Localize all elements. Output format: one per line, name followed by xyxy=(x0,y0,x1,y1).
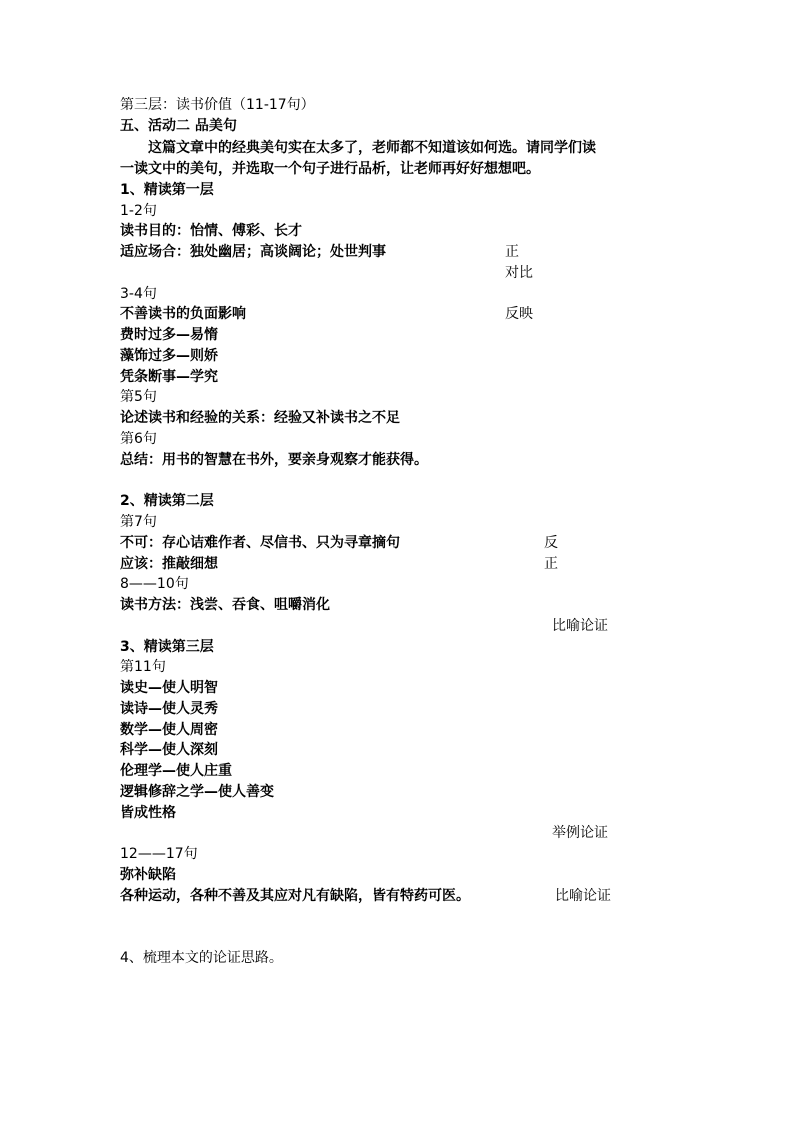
section3-range-2: 12——17句 xyxy=(120,846,198,862)
intro-line-1: 这篇文章中的经典美句实在太多了，老师都不知道该如何选。请同学们读 xyxy=(148,140,596,156)
intro-line-2: 一读文中的美句，并选取一个句子进行品析，让老师再好好想想吧。 xyxy=(120,161,540,177)
section1-range-3: 第5句 xyxy=(120,389,157,405)
layer3-heading: 第三层：读书价值（11-17句） xyxy=(120,97,315,113)
effect-item-3: 凭条断事—学究 xyxy=(120,369,218,385)
activity2-heading: 五、活动二 品美句 xyxy=(120,118,237,134)
value-item: 读史—使人明智 xyxy=(120,680,218,696)
reading-purpose: 读书目的：怡情、傅彩、长才 xyxy=(120,223,302,239)
section3-heading: 3、精读第三层 xyxy=(120,639,214,655)
effect-item-2: 藻饰过多—则娇 xyxy=(120,348,218,364)
note-example-argument: 举例论证 xyxy=(552,825,608,841)
value-item: 数学—使人周密 xyxy=(120,722,218,738)
section1-summary: 总结：用书的智慧在书外，要亲身观察才能获得。 xyxy=(120,452,428,468)
should-not-do: 不可：存心诘难作者、尽信书、只为寻章摘句 xyxy=(120,535,400,551)
reading-experience-relation: 论述读书和经验的关系：经验又补读书之不足 xyxy=(120,410,400,426)
value-item: 读诗—使人灵秀 xyxy=(120,701,218,717)
note-contrast: 对比 xyxy=(505,265,533,281)
note-negative: 反 xyxy=(544,535,558,551)
note-positive-2: 正 xyxy=(544,556,558,572)
section1-range-4: 第6句 xyxy=(120,431,157,447)
note-reflect: 反映 xyxy=(505,306,533,322)
note-metaphor-argument-2: 比喻论证 xyxy=(555,888,611,904)
bad-reading-effects: 不善读书的负面影响 xyxy=(120,306,246,322)
section2-range-1: 第7句 xyxy=(120,514,157,530)
should-do: 应该：推敲细想 xyxy=(120,556,218,572)
note-positive: 正 xyxy=(505,244,519,260)
section2-range-2: 8——10句 xyxy=(120,576,189,592)
reading-occasions: 适应场合：独处幽居；高谈阔论；处世判事 xyxy=(120,244,386,260)
section1-heading: 1、精读第一层 xyxy=(120,182,214,198)
section1-range-1: 1-2句 xyxy=(120,203,157,219)
effect-item-1: 费时过多—易惰 xyxy=(120,327,218,343)
section2-heading: 2、精读第二层 xyxy=(120,493,214,509)
section3-range-1: 第11句 xyxy=(120,659,166,675)
value-item: 科学—使人深刻 xyxy=(120,742,218,758)
remedy-defects: 弥补缺陷 xyxy=(120,867,176,883)
section4-heading: 4、梳理本文的论证思路。 xyxy=(120,950,283,966)
section1-range-2: 3-4句 xyxy=(120,286,157,302)
value-item: 逻辑修辞之学—使人善变 xyxy=(120,784,274,800)
value-item: 伦理学—使人庄重 xyxy=(120,763,232,779)
note-metaphor-argument: 比喻论证 xyxy=(552,618,608,634)
value-item: 皆成性格 xyxy=(120,805,176,821)
sports-remedy: 各种运动，各种不善及其应对凡有缺陷，皆有特药可医。 xyxy=(120,888,470,904)
reading-method: 读书方法：浅尝、吞食、咀嚼消化 xyxy=(120,597,330,613)
